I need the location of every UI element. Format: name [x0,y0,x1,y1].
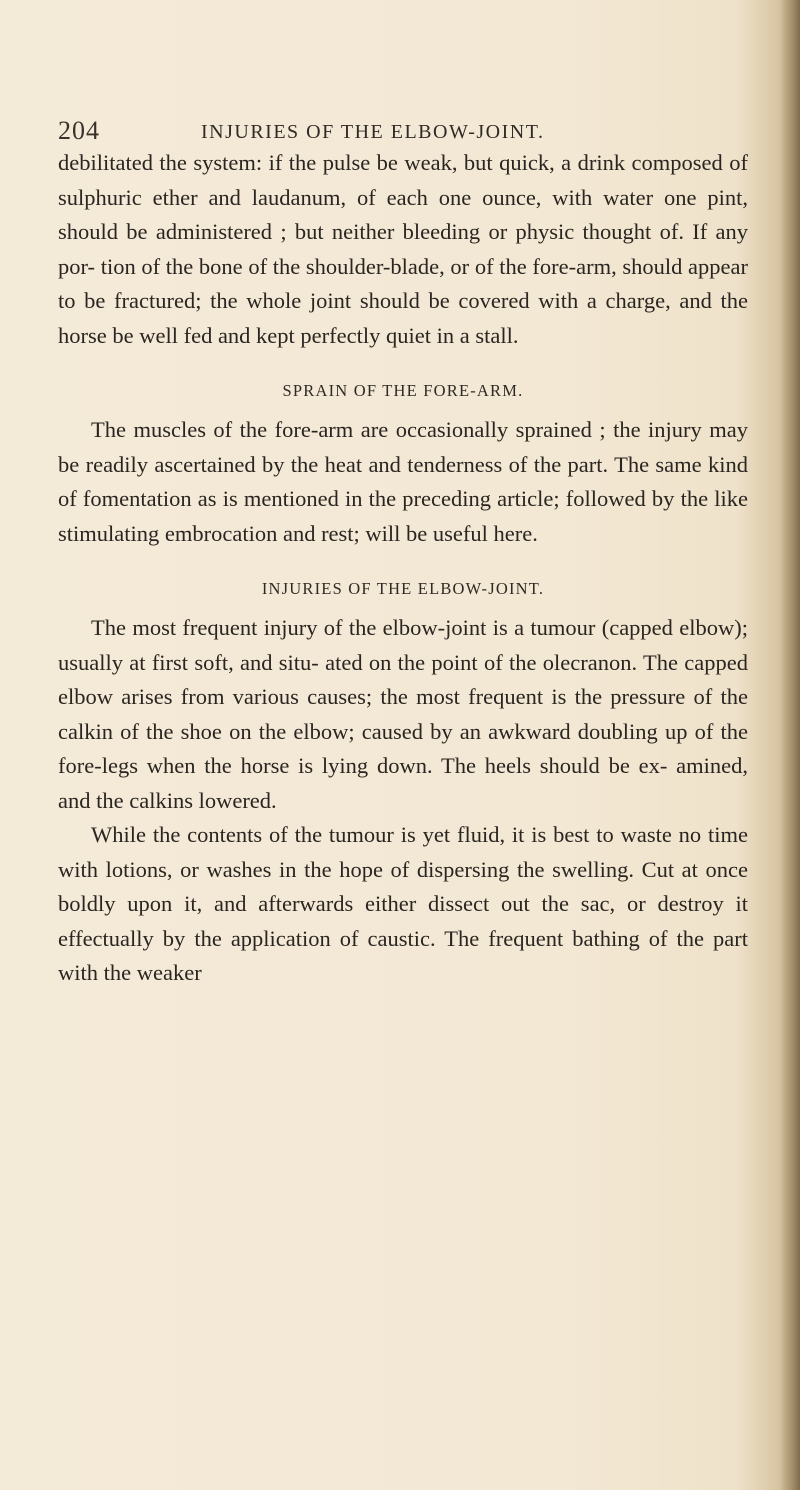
paragraph-sprain: The muscles of the fore-arm are occasionally sprained ; the injury may be readily ascertained by the heat and tenderness of the part. The same kind of fomentation as is mentioned in the preceding article; followed by the like stimulating embrocation and rest; will be useful here. [58,417,748,546]
paragraph-continuation: debilitated the system: if the pulse be weak, but quick, a drink composed of sulphuric ether and laudanum, of each one ounce, with water one pint, should be administered ; but neither bleeding or physic thought of. If any por- tion of the bone of the shoulder-blade, or of the fore-arm, should appear to be fractured; the whole joint should be covered with a charge, and the horse be well fed and kept perfectly quiet in a stall. [58,150,748,348]
section-heading-sprain: SPRAIN OF THE FORE-ARM. [282,381,524,400]
page-edge-shadow [780,0,800,1490]
page-number: 204 [58,116,100,145]
body-text [58,146,748,991]
section-heading-elbow: INJURIES OF THE ELBOW-JOINT. [261,579,545,598]
running-head: INJURIES OF THE ELBOW-JOINT. [201,121,545,143]
paragraph-treatment: While the contents of the tumour is yet fluid, it is best to waste no time with lotions, or washes in the hope of dispersing the swelling. Cut at once boldly upon it, and afterwards either dissect out the sac, or destroy it effectually by the application of caustic. The frequent bathing of the part with the weaker [58,822,748,985]
paragraph-elbow-injury: The most frequent injury of the elbow-joint is a tumour (capped elbow); usually at first soft, and situ- ated on the point of the olecranon. The capped elbow arises from various causes; the most frequent is the pressure of the calkin of the shoe on the elbow; caused by an awkward doubling up of the fore-legs when the horse is lying down. The heels should be ex- amined, and the calkins lowered. [58,615,748,813]
